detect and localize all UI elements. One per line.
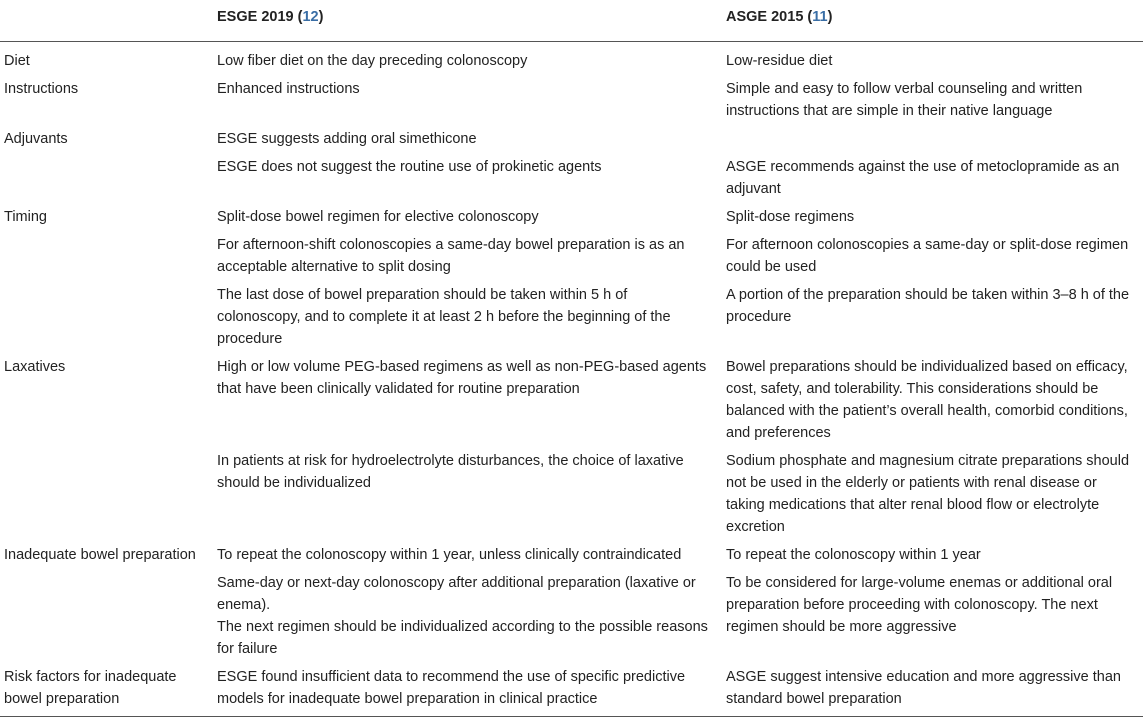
esge-recommendation: ESGE does not suggest the routine use of prokinetic agents (217, 159, 602, 175)
table-row (0, 354, 1143, 448)
esge-recommendation: Low fiber diet on the day preceding colonoscopy (217, 53, 528, 69)
table-row (0, 204, 1143, 232)
asge-reference-link[interactable]: 11 (812, 9, 828, 25)
table-row (0, 76, 1143, 126)
asge-recommendation: To be considered for large-volume enemas or additional oral preparation before proceeding with colonoscopy. The next regimen should be more aggressive (726, 575, 1113, 635)
table-row (0, 126, 1143, 154)
esge-reference-link[interactable]: 12 (302, 9, 319, 25)
asge-recommendation: ASGE recommends against the use of metoclopramide as an adjuvant (726, 159, 1120, 197)
esge-recommendation: ESGE suggests adding oral simethicone (217, 131, 477, 147)
esge-cell (205, 354, 714, 448)
asge-recommendation: Sodium phosphate and magnesium citrate preparations should not be used in the elderly or patients with renal disease or taking medications that alter renal blood flow or electrolyte excretion (726, 453, 1130, 535)
row-topic (0, 282, 205, 354)
row-topic (0, 154, 205, 204)
esge-recommendation: In patients at risk for hydroelectrolyte disturbances, the choice of laxative should be individualized (217, 453, 684, 491)
table-row (0, 154, 1143, 204)
row-topic: Risk factors for inadequate bowel preparation (4, 669, 177, 707)
asge-cell (714, 448, 1143, 542)
table-row (0, 42, 1143, 77)
esge-recommendation: The last dose of bowel preparation should be taken within 5 h of colonoscopy, and to complete it at least 2 h before the beginning of the procedure (217, 287, 671, 347)
row-topic: Instructions (4, 81, 79, 97)
table-row (0, 542, 1143, 570)
esge-cell (205, 204, 714, 232)
asge-recommendation: ASGE suggest intensive education and more aggressive than standard bowel preparation (726, 669, 1121, 707)
asge-cell (714, 154, 1143, 204)
table-row (0, 232, 1143, 282)
esge-recommendation: Same-day or next-day colonoscopy after additional preparation (laxative or enema). (217, 575, 696, 613)
row-topic: Laxatives (4, 359, 66, 375)
asge-recommendation: To repeat the colonoscopy within 1 year (726, 547, 981, 563)
esge-cell (205, 42, 714, 77)
esge-cell (205, 570, 714, 664)
row-topic (0, 448, 205, 542)
asge-cell (714, 542, 1143, 570)
esge-cell (205, 154, 714, 204)
header-asge (714, 0, 1143, 42)
row-topic (0, 232, 205, 282)
row-topic: Timing (4, 209, 47, 225)
asge-cell (714, 282, 1143, 354)
asge-recommendation: Low-residue diet (726, 53, 833, 69)
asge-cell (714, 354, 1143, 448)
esge-cell (205, 126, 714, 154)
header-row (0, 0, 1143, 42)
row-topic: Adjuvants (4, 131, 68, 147)
esge-cell (205, 282, 714, 354)
asge-recommendation: Bowel preparations should be individualized based on efficacy, cost, safety, and tolerability. This considerations should be balanced with the patient’s overall health, comorbid conditions, and preferences (726, 359, 1128, 441)
asge-recommendation: A portion of the preparation should be taken within 3–8 h of the procedure (726, 287, 1130, 325)
table-row (0, 664, 1143, 717)
esge-recommendation: Split-dose bowel regimen for elective colonoscopy (217, 209, 539, 225)
asge-cell (714, 204, 1143, 232)
asge-cell (714, 42, 1143, 77)
asge-cell (714, 664, 1143, 717)
row-topic: Diet (4, 53, 30, 69)
table-row (0, 448, 1143, 542)
esge-cell (205, 664, 714, 717)
esge-cell (205, 76, 714, 126)
asge-cell (714, 126, 1143, 154)
header-topic (0, 0, 205, 42)
header-asge-name: ASGE 2015 ( (726, 9, 813, 25)
table-body (0, 42, 1143, 717)
esge-recommendation: High or low volume PEG-based regimens as well as non-PEG-based agents that have been clinically validated for routine preparation (217, 359, 707, 397)
table-row (0, 570, 1143, 664)
esge-recommendation: To repeat the colonoscopy within 1 year, unless clinically contraindicated (217, 547, 682, 563)
esge-recommendation: The next regimen should be individualized according to the possible reasons for failure (217, 619, 708, 657)
table-row (0, 282, 1143, 354)
table-header (0, 0, 1143, 42)
esge-cell (205, 542, 714, 570)
header-esge (205, 0, 714, 42)
asge-cell (714, 232, 1143, 282)
row-topic: Inadequate bowel preparation (4, 547, 196, 563)
esge-cell (205, 448, 714, 542)
header-esge-close: ) (318, 9, 324, 25)
asge-cell (714, 570, 1143, 664)
esge-cell (205, 232, 714, 282)
header-asge-close: ) (827, 9, 833, 25)
esge-recommendation: For afternoon-shift colonoscopies a same-day bowel preparation is as an acceptable alternative to split dosing (217, 237, 685, 275)
header-esge-name: ESGE 2019 ( (217, 9, 303, 25)
asge-recommendation: Split-dose regimens (726, 209, 855, 225)
asge-recommendation: For afternoon colonoscopies a same-day or split-dose regimen could be used (726, 237, 1129, 275)
asge-recommendation: Simple and easy to follow verbal counseling and written instructions that are simple in their native language (726, 81, 1083, 119)
esge-recommendation: Enhanced instructions (217, 81, 360, 97)
asge-cell (714, 76, 1143, 126)
esge-recommendation: ESGE found insufficient data to recommend the use of specific predictive models for inadequate bowel preparation in clinical practice (217, 669, 686, 707)
row-topic (0, 570, 205, 664)
